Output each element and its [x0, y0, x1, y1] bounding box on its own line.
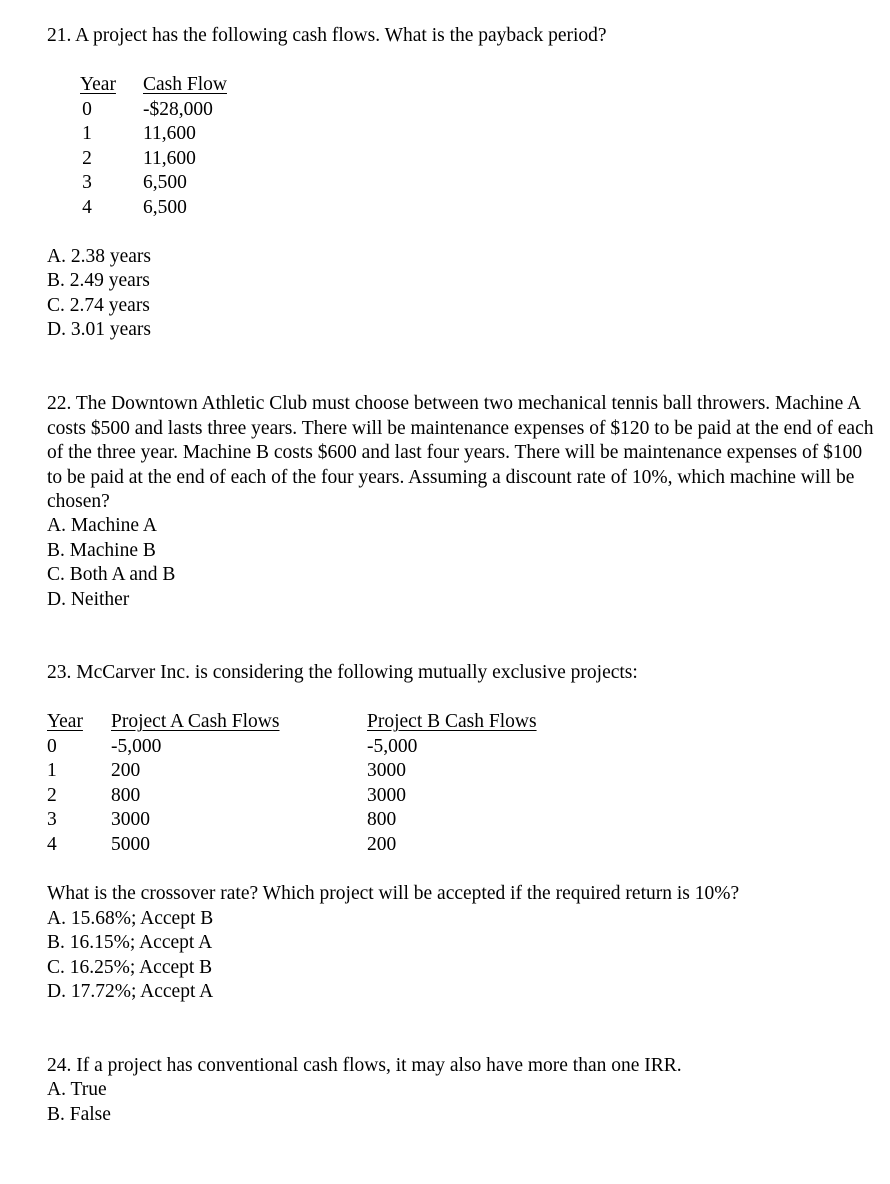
- q21-row-cash: 11,600: [143, 148, 196, 169]
- q21-header-cash-flow: Cash Flow: [143, 74, 227, 95]
- q21-option-d: D. 3.01 years: [47, 319, 151, 340]
- q23-option-b: B. 16.15%; Accept A: [47, 932, 213, 953]
- q23-row-project-b: 3000: [367, 785, 406, 806]
- q21-row-year: 3: [82, 172, 92, 193]
- q23-option-a: A. 15.68%; Accept B: [47, 908, 214, 929]
- q23-row-project-a: 3000: [111, 809, 150, 830]
- q21-option-b: B. 2.49 years: [47, 270, 150, 291]
- q21-row-cash: 6,500: [143, 172, 187, 193]
- q23-row-project-b: 3000: [367, 760, 406, 781]
- q22-option-c: C. Both A and B: [47, 564, 176, 585]
- q23-row-project-b: 200: [367, 834, 397, 855]
- q22-option-d: D. Neither: [47, 589, 130, 610]
- q23-row-year: 3: [47, 809, 57, 830]
- q24-option-a: A. True: [47, 1079, 107, 1100]
- q21-option-a: A. 2.38 years: [47, 246, 151, 267]
- q21-row-year: 4: [82, 197, 92, 218]
- q21-row-year: 1: [82, 123, 92, 144]
- q23-row-project-b: 800: [367, 809, 397, 830]
- q21-question: 21. A project has the following cash flows. What is the payback period?: [47, 25, 607, 46]
- q23-row-project-a: 200: [111, 760, 141, 781]
- q23-row-year: 0: [47, 736, 57, 757]
- q22-option-b: B. Machine B: [47, 540, 156, 561]
- q23-row-year: 4: [47, 834, 57, 855]
- q21-row-year: 0: [82, 99, 92, 120]
- q23-row-year: 1: [47, 760, 57, 781]
- q23-header-project-b: Project B Cash Flows: [367, 711, 537, 732]
- q22-question: 22. The Downtown Athletic Club must choose between two mechanical tennis ball throwers. Machine A costs $500 and lasts three years. There will be maintenance expenses of $120 to be paid at the end of each of the three year. Machine B costs $600 and last four years. There will be maintenance expenses of $100 to be paid at the end of each of the four years. Assuming a discount rate of 10%, which machine will be chosen?: [47, 393, 874, 512]
- q23-row-year: 2: [47, 785, 57, 806]
- q23-header-project-a: Project A Cash Flows: [111, 711, 280, 732]
- q21-row-year: 2: [82, 148, 92, 169]
- q23-row-project-a: -5,000: [111, 736, 162, 757]
- q23-followup: What is the crossover rate? Which project will be accepted if the required return is 10%?: [47, 883, 740, 904]
- q22-option-a: A. Machine A: [47, 515, 157, 536]
- q23-option-d: D. 17.72%; Accept A: [47, 981, 214, 1002]
- q21-row-cash: -$28,000: [143, 99, 213, 120]
- q23-row-project-b: -5,000: [367, 736, 418, 757]
- q23-row-project-a: 5000: [111, 834, 150, 855]
- q23-row-project-a: 800: [111, 785, 141, 806]
- q23-question: 23. McCarver Inc. is considering the following mutually exclusive projects:: [47, 662, 638, 683]
- q23-option-c: C. 16.25%; Accept B: [47, 957, 213, 978]
- q21-option-c: C. 2.74 years: [47, 295, 150, 316]
- q21-row-cash: 11,600: [143, 123, 196, 144]
- q21-header-year: Year: [80, 74, 116, 95]
- q23-header-year: Year: [47, 711, 83, 732]
- q24-option-b: B. False: [47, 1104, 111, 1125]
- q24-question: 24. If a project has conventional cash flows, it may also have more than one IRR.: [47, 1055, 682, 1076]
- q21-row-cash: 6,500: [143, 197, 187, 218]
